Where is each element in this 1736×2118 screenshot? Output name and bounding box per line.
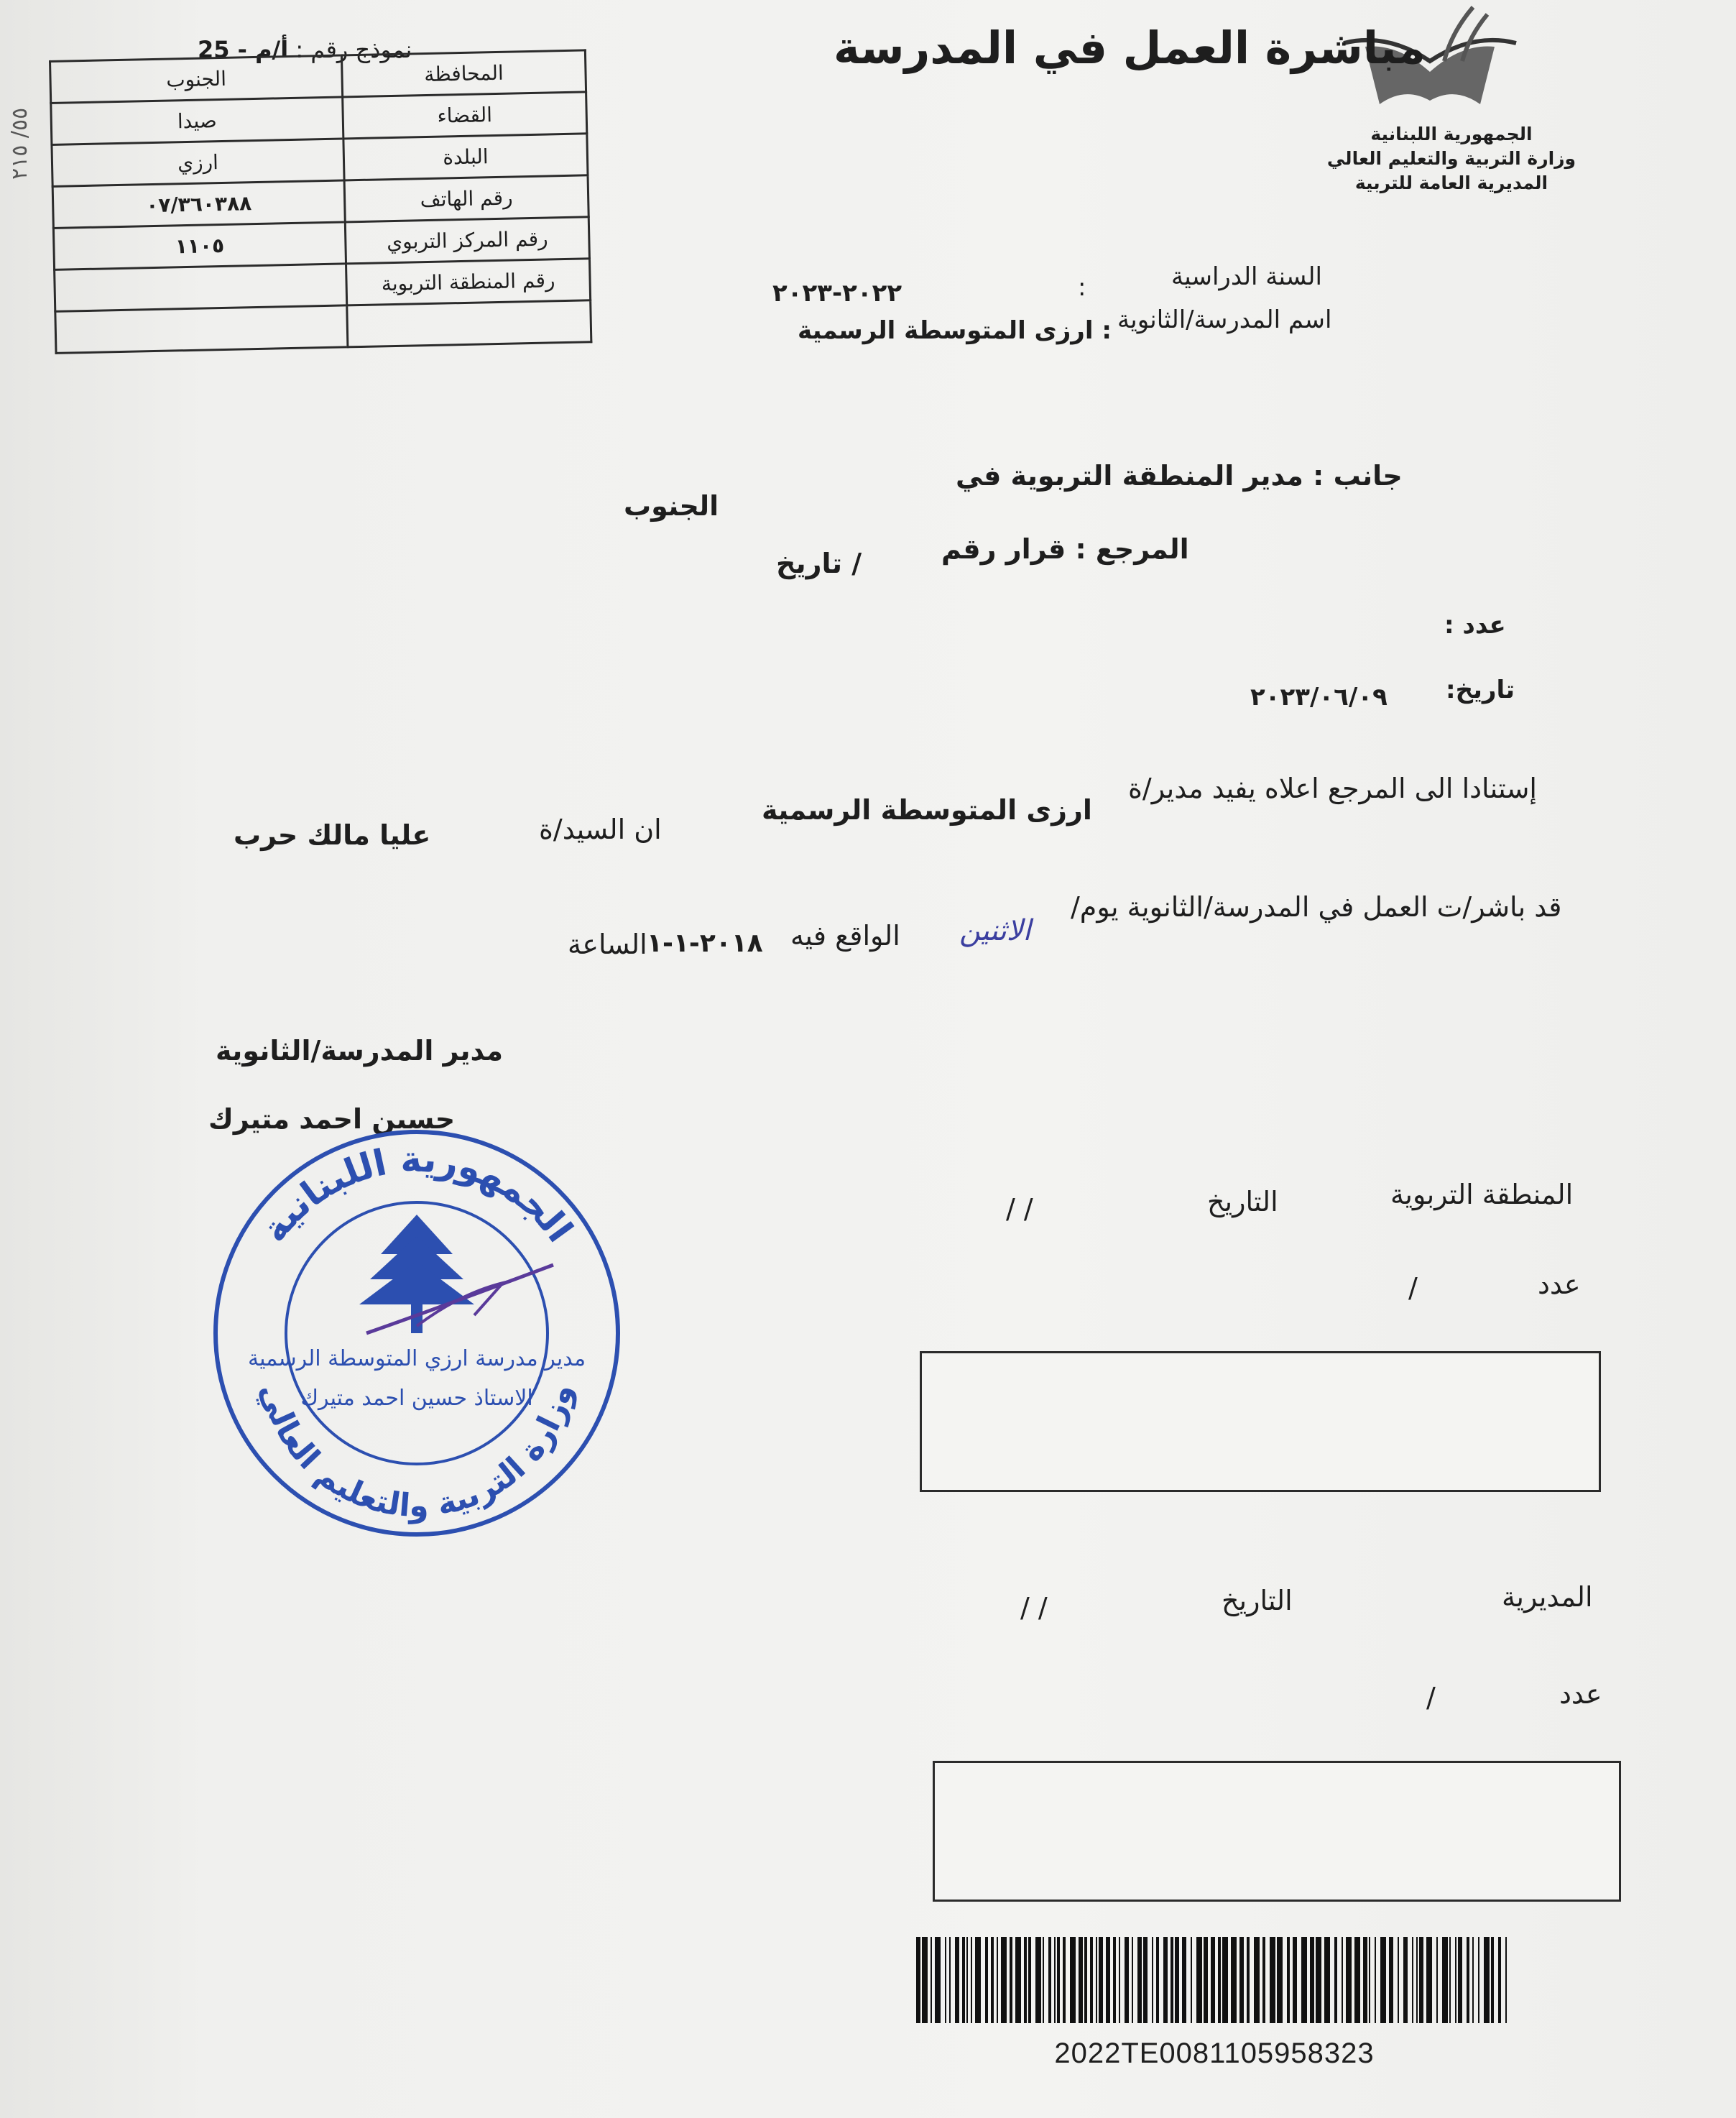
table-value	[55, 264, 347, 311]
barcode-bar	[975, 1937, 981, 2023]
barcode-bar	[1472, 1937, 1474, 2023]
table-label: رقم المنطقة التربوية	[346, 259, 591, 305]
barcode-bar	[1096, 1937, 1097, 2023]
barcode-bar	[1369, 1937, 1370, 2023]
table-value: ٠٧/٣٦٠٣٨٨	[52, 180, 345, 228]
barcode-bar	[1301, 1937, 1307, 2023]
barcode-bar	[1196, 1937, 1202, 2023]
reference-label: المرجع : قرار رقم	[941, 533, 1189, 565]
form-number: أ/م - 25	[198, 36, 289, 63]
barcode-bar	[1156, 1937, 1159, 2023]
barcode-bar	[1478, 1937, 1479, 2023]
region-date-slashes: / /	[1006, 1193, 1033, 1225]
barcode-bar	[1119, 1937, 1120, 2023]
barcode-bar	[1403, 1937, 1408, 2023]
stamp-outer-text: الجمهورية اللبنانية	[253, 1138, 581, 1250]
barcode-bar	[1270, 1937, 1275, 2023]
barcode-bar	[1106, 1937, 1110, 2023]
barcode-bar	[1458, 1937, 1462, 2023]
barcode-bar	[1043, 1937, 1044, 2023]
barcode-bar	[1028, 1937, 1031, 2023]
official-stamp	[201, 1121, 632, 1545]
barcode-bar	[962, 1937, 965, 2023]
table-value	[55, 305, 348, 353]
region-label: المنطقة التربوية	[1390, 1179, 1574, 1210]
body-line2-mid: الواقع فيه	[790, 920, 900, 952]
barcode-bar	[1084, 1937, 1087, 2023]
form-number-label: نموذج رقم	[310, 36, 412, 63]
table-value: صيدا	[51, 97, 343, 144]
barcode-number: 2022TE0081105958323	[1054, 2038, 1375, 2069]
barcode-bar	[1467, 1937, 1469, 2023]
barcode-bar	[1346, 1937, 1352, 2023]
barcode-bar	[1090, 1937, 1093, 2023]
barcode-bar	[1182, 1937, 1186, 2023]
barcode-bar	[1334, 1937, 1337, 2023]
region-signature-box	[920, 1351, 1601, 1492]
table-label: القضاء	[343, 92, 587, 139]
addressee-line: جانب : مدير المنطقة التربوية في	[956, 460, 1403, 492]
barcode-bar	[1505, 1937, 1507, 2023]
year-value: ٢٠٢٢-٢٠٢٣	[772, 279, 902, 308]
barcode-bar	[1163, 1937, 1168, 2023]
barcode-bar	[945, 1937, 946, 2023]
barcode-bar	[1218, 1937, 1221, 2023]
school-label: اسم المدرسة/الثانوية	[1117, 305, 1332, 334]
body-line1-start: إستنادا الى المرجع اعلاه يفيد مدير/ة	[1128, 773, 1537, 804]
barcode-bar	[1484, 1937, 1490, 2023]
year-colon: :	[1078, 273, 1086, 302]
barcode-bar	[1191, 1937, 1192, 2023]
table-label: رقم المركز التربوي	[345, 217, 589, 264]
document-title: مباشرة العمل في المدرسة	[834, 22, 1426, 74]
barcode-bar	[991, 1937, 994, 2023]
stamp-line2: الاستاذ حسين احمد متيرك	[300, 1386, 533, 1411]
barcode-bar	[949, 1937, 951, 2023]
barcode-bar	[1416, 1937, 1418, 2023]
barcode-bar	[935, 1937, 941, 2023]
region-number-label: عدد	[1538, 1269, 1581, 1300]
barcode-bar	[1070, 1937, 1076, 2023]
region-date-label: التاريخ	[1207, 1186, 1278, 1217]
barcode-bar	[966, 1937, 968, 2023]
form-number-row: نموذج رقم : أ/م - 25	[198, 36, 412, 63]
barcode-bar	[1442, 1937, 1448, 2023]
stamp-bottom-text: وزارة التربية والتعليم العالي	[253, 1379, 581, 1525]
barcode-bar	[1231, 1937, 1237, 2023]
barcode-bar	[1125, 1937, 1129, 2023]
directorate-number-label: عدد	[1559, 1678, 1602, 1710]
barcode-bar	[1204, 1937, 1208, 2023]
barcode-bar	[1247, 1937, 1250, 2023]
barcode-bar	[1048, 1937, 1051, 2023]
handwritten-date: ٢٠١٨-١-١	[647, 929, 763, 958]
barcode-bar	[1211, 1937, 1215, 2023]
directorate-date-label: التاريخ	[1222, 1585, 1293, 1616]
barcode-bar	[1375, 1937, 1376, 2023]
barcode-bar	[1054, 1937, 1056, 2023]
barcode-bar	[1389, 1937, 1393, 2023]
table-label: المحافظة	[341, 50, 586, 97]
barcode-bar	[916, 1937, 920, 2023]
handwritten-day: الاثنين	[959, 914, 1031, 947]
barcode-bar	[1498, 1937, 1501, 2023]
barcode-bar	[1171, 1937, 1173, 2023]
reference-date: / تاريخ	[776, 548, 862, 579]
barcode-bar	[1057, 1937, 1060, 2023]
barcode-bar	[1455, 1937, 1456, 2023]
directorate-number-slash: /	[1426, 1682, 1436, 1713]
barcode-bar	[1419, 1937, 1423, 2023]
barcode-bar	[997, 1937, 998, 2023]
year-label: السنة الدراسية	[1171, 262, 1322, 291]
barcode-bar	[1380, 1937, 1386, 2023]
barcode-bar	[971, 1937, 972, 2023]
barcode-bar	[1222, 1937, 1228, 2023]
director-title: مدير المدرسة/الثانوية	[216, 1035, 503, 1067]
barcode-bar	[1113, 1937, 1116, 2023]
barcode-bar	[1398, 1937, 1399, 2023]
number-label: عدد :	[1444, 611, 1506, 640]
directorate-label: المديرية	[1502, 1581, 1593, 1613]
barcode-bar	[1342, 1937, 1343, 2023]
addressee-region: الجنوب	[624, 490, 719, 522]
barcode-bar	[1426, 1937, 1432, 2023]
barcode-bar	[1449, 1937, 1451, 2023]
barcode-bar	[1079, 1937, 1083, 2023]
table-label: البلدة	[343, 134, 588, 180]
director-name: حسين احمد متيرك	[208, 1103, 456, 1135]
barcode-bar	[1001, 1937, 1007, 2023]
barcode-bar	[1015, 1937, 1021, 2023]
barcode-bar	[1035, 1937, 1041, 2023]
date-label: تاريخ:	[1446, 676, 1515, 704]
barcode-bar	[1310, 1937, 1314, 2023]
barcode-bar	[1436, 1937, 1438, 2023]
date-value: ٢٠٢٣/٠٦/٠٩	[1250, 683, 1388, 712]
barcode-bar	[1324, 1937, 1330, 2023]
barcode-bar	[1024, 1937, 1027, 2023]
barcode-bar	[1010, 1937, 1012, 2023]
barcode-bar	[1143, 1937, 1148, 2023]
person-name: عليا مالك حرب	[234, 819, 431, 851]
directorate-date-slashes: / /	[1020, 1592, 1048, 1624]
barcode-bar	[1354, 1937, 1360, 2023]
school-value: : ارزى المتوسطة الرسمية	[798, 316, 1112, 345]
barcode-bar	[1099, 1937, 1103, 2023]
barcode-bar	[1363, 1937, 1367, 2023]
table-value: الجنوب	[50, 55, 343, 103]
barcode-bar	[1262, 1937, 1265, 2023]
barcode-icon	[916, 1937, 1513, 2023]
barcode-bar	[1277, 1937, 1283, 2023]
table-value: ١١٠٥	[53, 222, 346, 270]
barcode-bar	[922, 1937, 928, 2023]
ministry-name: الجمهورية اللبنانية وزارة التربية والتعليم العالي المديرية العامة للتربية	[1326, 124, 1576, 193]
barcode-bar	[1137, 1937, 1142, 2023]
info-table	[49, 49, 592, 354]
table-label: رقم الهاتف	[344, 175, 588, 222]
table-value: ارزي	[52, 139, 344, 186]
body-school-name: ارزى المتوسطة الرسمية	[762, 794, 1092, 826]
barcode-bar	[1175, 1937, 1179, 2023]
barcode-bar	[1316, 1937, 1321, 2023]
region-number-slash: /	[1408, 1272, 1418, 1304]
table-label	[347, 300, 591, 347]
directorate-signature-box	[933, 1761, 1621, 1902]
side-number: ٥٥/ ٢١٥	[7, 107, 32, 180]
barcode-bar	[931, 1937, 932, 2023]
barcode-bar	[1254, 1937, 1260, 2023]
body-line1-mid: ان السيد/ة	[539, 814, 662, 845]
barcode-bar	[1132, 1937, 1133, 2023]
barcode-bar	[1239, 1937, 1244, 2023]
barcode-bar	[1287, 1937, 1290, 2023]
barcode-bar	[1063, 1937, 1066, 2023]
barcode-bar	[1491, 1937, 1494, 2023]
stamp-line1: مدير مدرسة ارزي المتوسطة الرسمية	[247, 1346, 586, 1371]
body-line2-start: قد باشر/ت العمل في المدرسة/الثانوية يوم/	[1071, 891, 1562, 923]
barcode-bar	[1293, 1937, 1297, 2023]
barcode-bar	[1152, 1937, 1153, 2023]
barcode-bar	[955, 1937, 959, 2023]
body-line2-end: الساعة	[568, 929, 647, 960]
barcode-bar	[1412, 1937, 1413, 2023]
barcode-bar	[985, 1937, 988, 2023]
